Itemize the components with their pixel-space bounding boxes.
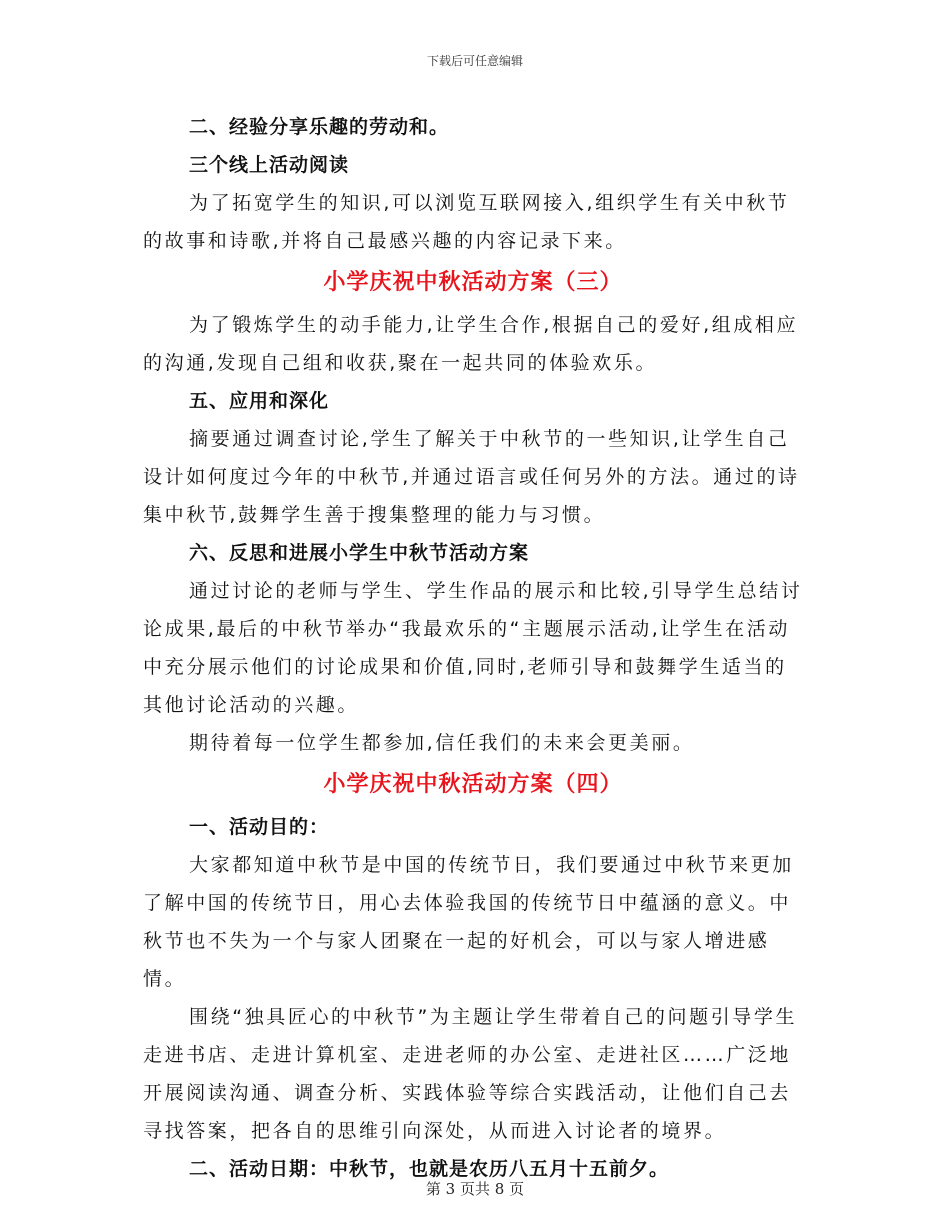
body-paragraph: 围绕“独具匠心的中秋节”为主题让学生带着自己的问题引导学生走进书店、走进计算机室、走进老师的办公室、走进社区……广泛地开展阅读沟通、调查分析、实践体验等综合实践活动，让他们自己去寻找答案，把各自的思维引向深处，从而进入讨论者的境界。: [143, 1006, 798, 1142]
section-heading: 五、应用和深化: [189, 390, 330, 412]
body-paragraph: 期待着每一位学生都参加,信任我们的未来会更美丽。: [189, 732, 695, 754]
plan-title: 小学庆祝中秋活动方案（四）: [323, 772, 623, 797]
plan-title: 小学庆祝中秋活动方案（三）: [323, 270, 623, 295]
body-paragraph: 为了拓宽学生的知识,可以浏览互联网接入,组织学生有关中秋节的故事和诗歌,并将自己最感兴趣的内容记录下来。: [143, 192, 790, 252]
page-footer: 第 3 页共 8 页: [425, 1180, 525, 1198]
page-header: 下载后可任意编辑: [426, 54, 523, 68]
section-heading: 三个线上活动阅读: [189, 154, 350, 176]
section-heading: 一、活动目的：: [189, 816, 330, 838]
body-paragraph: 为了锻炼学生的动手能力,让学生合作,根据自己的爱好,组成相应的沟通,发现自己组和收获,聚在一起共同的体验欢乐。: [143, 314, 799, 374]
body-paragraph: 摘要通过调查讨论,学生了解关于中秋节的一些知识,让学生自己设计如何度过今年的中秋节,并通过语言或任何另外的方法。通过的诗集中秋节,鼓舞学生善于搜集整理的能力与习惯。: [143, 428, 800, 526]
section-heading: 六、反思和进展小学生中秋节活动方案: [189, 542, 530, 564]
section-heading: 二、活动日期：中秋节，也就是农历八五月十五前夕。: [189, 1158, 670, 1180]
body-paragraph: 大家都知道中秋节是中国的传统节日，我们要通过中秋节来更加了解中国的传统节日，用心去体验我国的传统节日中蕴涵的意义。中秋节也不失为一个与家人团聚在一起的好机会，可以与家人增进感情。: [143, 854, 794, 990]
document-body: [143, 108, 803, 1188]
body-paragraph: 通过讨论的老师与学生、学生作品的展示和比较,引导学生总结讨论成果,最后的中秋节举办“我最欢乐的“主题展示活动,让学生在活动中充分展示他们的讨论成果和价值,同时,老师引导和鼓舞学生适当的其他讨论活动的兴趣。: [143, 580, 803, 716]
section-heading: 二、经验分享乐趣的劳动和。: [189, 116, 450, 138]
